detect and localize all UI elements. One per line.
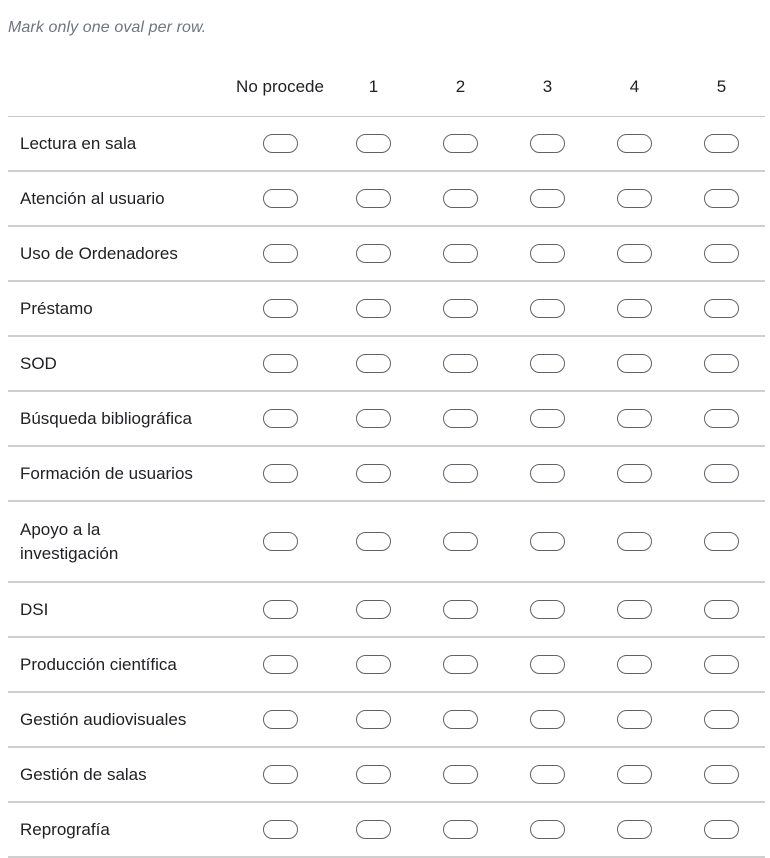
option-cell <box>230 765 330 784</box>
radio-oval[interactable] <box>263 464 298 483</box>
option-cell <box>591 655 678 674</box>
radio-oval[interactable] <box>617 600 652 619</box>
option-cell <box>417 464 504 483</box>
radio-oval[interactable] <box>263 189 298 208</box>
row-options <box>230 710 765 729</box>
row-options <box>230 464 765 483</box>
option-cell <box>230 532 330 551</box>
row-options <box>230 600 765 619</box>
option-cell <box>230 600 330 619</box>
row-options <box>230 820 765 839</box>
grid-rows <box>8 117 765 858</box>
option-cell <box>230 655 330 674</box>
option-cell <box>678 600 765 619</box>
option-cell <box>678 354 765 373</box>
radio-oval[interactable] <box>443 655 478 674</box>
radio-oval[interactable] <box>356 710 391 729</box>
radio-oval[interactable] <box>356 532 391 551</box>
row-label: Gestión de salas <box>20 764 147 784</box>
grid-row <box>8 337 765 392</box>
row-label: Producción científica <box>20 654 177 674</box>
option-cell <box>330 464 417 483</box>
radio-oval[interactable] <box>530 244 565 263</box>
radio-oval[interactable] <box>356 189 391 208</box>
option-cell <box>678 820 765 839</box>
radio-oval[interactable] <box>530 655 565 674</box>
radio-oval[interactable] <box>704 464 739 483</box>
radio-oval[interactable] <box>263 655 298 674</box>
option-cell <box>230 134 330 153</box>
radio-oval[interactable] <box>617 532 652 551</box>
option-cell <box>591 134 678 153</box>
row-label: Lectura en sala <box>20 133 137 153</box>
radio-oval[interactable] <box>443 409 478 428</box>
radio-oval[interactable] <box>617 189 652 208</box>
radio-oval[interactable] <box>443 134 478 153</box>
radio-oval[interactable] <box>356 464 391 483</box>
radio-oval[interactable] <box>443 354 478 373</box>
option-cell <box>504 299 591 318</box>
column-header-4: 4 <box>629 77 640 96</box>
option-cell <box>591 354 678 373</box>
row-options <box>230 765 765 784</box>
option-cell <box>330 244 417 263</box>
option-cell <box>591 464 678 483</box>
radio-oval[interactable] <box>356 765 391 784</box>
radio-oval[interactable] <box>704 600 739 619</box>
radio-oval[interactable] <box>530 600 565 619</box>
grid-header-row <box>8 58 765 117</box>
radio-oval[interactable] <box>263 765 298 784</box>
column-header-2: 2 <box>455 77 466 96</box>
option-cell <box>330 409 417 428</box>
option-cell <box>230 464 330 483</box>
column-header-no-procede: No procede <box>236 77 324 96</box>
grid-row <box>8 117 765 172</box>
option-cell <box>678 710 765 729</box>
radio-oval[interactable] <box>443 244 478 263</box>
option-cell <box>330 189 417 208</box>
radio-oval[interactable] <box>356 409 391 428</box>
option-cell <box>591 244 678 263</box>
option-cell <box>330 354 417 373</box>
row-options <box>230 299 765 318</box>
radio-oval[interactable] <box>530 354 565 373</box>
option-cell <box>417 710 504 729</box>
radio-oval[interactable] <box>443 710 478 729</box>
radio-oval[interactable] <box>443 299 478 318</box>
row-label: Reprografía <box>20 819 110 839</box>
grid-row <box>8 172 765 227</box>
choice-grid <box>8 58 765 858</box>
grid-row <box>8 447 765 502</box>
row-label: Uso de Ordenadores <box>20 243 178 263</box>
radio-oval[interactable] <box>263 409 298 428</box>
option-cell <box>230 189 330 208</box>
grid-row <box>8 502 765 583</box>
column-header-5: 5 <box>716 77 727 96</box>
row-label: Préstamo <box>20 298 93 318</box>
option-cell <box>417 299 504 318</box>
row-label: Formación de usuarios <box>20 463 193 483</box>
row-options <box>230 532 765 551</box>
option-cell <box>230 244 330 263</box>
radio-oval[interactable] <box>530 134 565 153</box>
option-cell <box>678 189 765 208</box>
radio-oval[interactable] <box>263 532 298 551</box>
radio-oval[interactable] <box>704 134 739 153</box>
radio-oval[interactable] <box>530 710 565 729</box>
option-cell <box>504 409 591 428</box>
option-cell <box>591 820 678 839</box>
radio-oval[interactable] <box>356 244 391 263</box>
option-cell <box>504 244 591 263</box>
radio-oval[interactable] <box>704 189 739 208</box>
radio-oval[interactable] <box>530 532 565 551</box>
option-cell <box>330 765 417 784</box>
radio-oval[interactable] <box>704 532 739 551</box>
option-cell <box>230 354 330 373</box>
radio-oval[interactable] <box>530 189 565 208</box>
option-cell <box>417 409 504 428</box>
option-cell <box>678 655 765 674</box>
radio-oval[interactable] <box>617 244 652 263</box>
row-label: Atención al usuario <box>20 188 165 208</box>
row-label: Búsqueda bibliográfica <box>20 408 193 428</box>
option-cell <box>504 765 591 784</box>
option-cell <box>591 409 678 428</box>
option-cell <box>678 464 765 483</box>
row-options <box>230 244 765 263</box>
radio-oval[interactable] <box>530 409 565 428</box>
radio-oval[interactable] <box>443 464 478 483</box>
radio-oval[interactable] <box>443 765 478 784</box>
option-cell <box>504 189 591 208</box>
option-cell <box>591 299 678 318</box>
radio-oval[interactable] <box>617 134 652 153</box>
column-header-1: 1 <box>368 77 379 96</box>
option-cell <box>230 820 330 839</box>
option-cell <box>230 710 330 729</box>
radio-oval[interactable] <box>704 655 739 674</box>
radio-oval[interactable] <box>443 600 478 619</box>
option-cell <box>504 464 591 483</box>
row-options <box>230 409 765 428</box>
option-cell <box>417 189 504 208</box>
radio-oval[interactable] <box>617 299 652 318</box>
row-label: SOD <box>20 353 57 373</box>
row-options <box>230 189 765 208</box>
radio-oval[interactable] <box>356 600 391 619</box>
radio-oval[interactable] <box>704 710 739 729</box>
option-cell <box>504 134 591 153</box>
option-cell <box>504 354 591 373</box>
radio-oval[interactable] <box>704 765 739 784</box>
radio-oval[interactable] <box>530 299 565 318</box>
row-options <box>230 354 765 373</box>
radio-oval[interactable] <box>356 134 391 153</box>
option-cell <box>230 299 330 318</box>
radio-oval[interactable] <box>263 600 298 619</box>
radio-oval[interactable] <box>263 820 298 839</box>
option-cell <box>417 532 504 551</box>
radio-oval[interactable] <box>617 655 652 674</box>
option-cell <box>330 299 417 318</box>
option-cell <box>504 655 591 674</box>
radio-oval[interactable] <box>356 354 391 373</box>
option-cell <box>330 134 417 153</box>
option-cell <box>417 655 504 674</box>
grid-row <box>8 693 765 748</box>
option-cell <box>591 765 678 784</box>
radio-oval[interactable] <box>443 820 478 839</box>
radio-oval[interactable] <box>617 464 652 483</box>
grid-row <box>8 638 765 693</box>
radio-oval[interactable] <box>263 244 298 263</box>
grid-column-headers <box>230 76 765 98</box>
radio-oval[interactable] <box>617 820 652 839</box>
grid-row <box>8 803 765 858</box>
radio-oval[interactable] <box>617 354 652 373</box>
option-cell <box>417 354 504 373</box>
option-cell <box>417 134 504 153</box>
radio-oval[interactable] <box>704 354 739 373</box>
radio-oval[interactable] <box>443 532 478 551</box>
row-options <box>230 134 765 153</box>
option-cell <box>330 820 417 839</box>
option-cell <box>678 134 765 153</box>
radio-oval[interactable] <box>356 299 391 318</box>
radio-oval[interactable] <box>530 464 565 483</box>
grid-row <box>8 748 765 803</box>
option-cell <box>591 710 678 729</box>
option-cell <box>504 532 591 551</box>
radio-oval[interactable] <box>530 820 565 839</box>
option-cell <box>417 244 504 263</box>
row-options <box>230 655 765 674</box>
option-cell <box>591 532 678 551</box>
row-label: Gestión audiovisuales <box>20 709 187 729</box>
radio-oval[interactable] <box>704 299 739 318</box>
radio-oval[interactable] <box>356 820 391 839</box>
option-cell <box>417 820 504 839</box>
option-cell <box>417 765 504 784</box>
radio-oval[interactable] <box>263 134 298 153</box>
option-cell <box>504 820 591 839</box>
radio-oval[interactable] <box>263 299 298 318</box>
radio-oval[interactable] <box>263 354 298 373</box>
option-cell <box>330 710 417 729</box>
column-header-3: 3 <box>542 77 553 96</box>
radio-oval[interactable] <box>617 765 652 784</box>
option-cell <box>504 710 591 729</box>
option-cell <box>230 409 330 428</box>
option-cell <box>591 600 678 619</box>
option-cell <box>330 655 417 674</box>
radio-oval[interactable] <box>617 409 652 428</box>
option-cell <box>330 532 417 551</box>
option-cell <box>417 600 504 619</box>
radio-oval[interactable] <box>617 710 652 729</box>
grid-row <box>8 282 765 337</box>
option-cell <box>330 600 417 619</box>
grid-row <box>8 583 765 638</box>
radio-oval[interactable] <box>704 820 739 839</box>
radio-oval[interactable] <box>530 765 565 784</box>
option-cell <box>678 409 765 428</box>
radio-oval[interactable] <box>704 409 739 428</box>
radio-oval[interactable] <box>263 710 298 729</box>
radio-oval[interactable] <box>356 655 391 674</box>
row-label: DSI <box>20 599 49 619</box>
option-cell <box>678 244 765 263</box>
radio-oval[interactable] <box>443 189 478 208</box>
grid-instruction: Mark only one oval per row. <box>8 19 207 36</box>
grid-row <box>8 227 765 282</box>
row-label: Apoyo a la investigación <box>20 519 119 563</box>
option-cell <box>591 189 678 208</box>
radio-oval[interactable] <box>704 244 739 263</box>
option-cell <box>504 600 591 619</box>
option-cell <box>678 765 765 784</box>
grid-row <box>8 392 765 447</box>
option-cell <box>678 532 765 551</box>
option-cell <box>678 299 765 318</box>
